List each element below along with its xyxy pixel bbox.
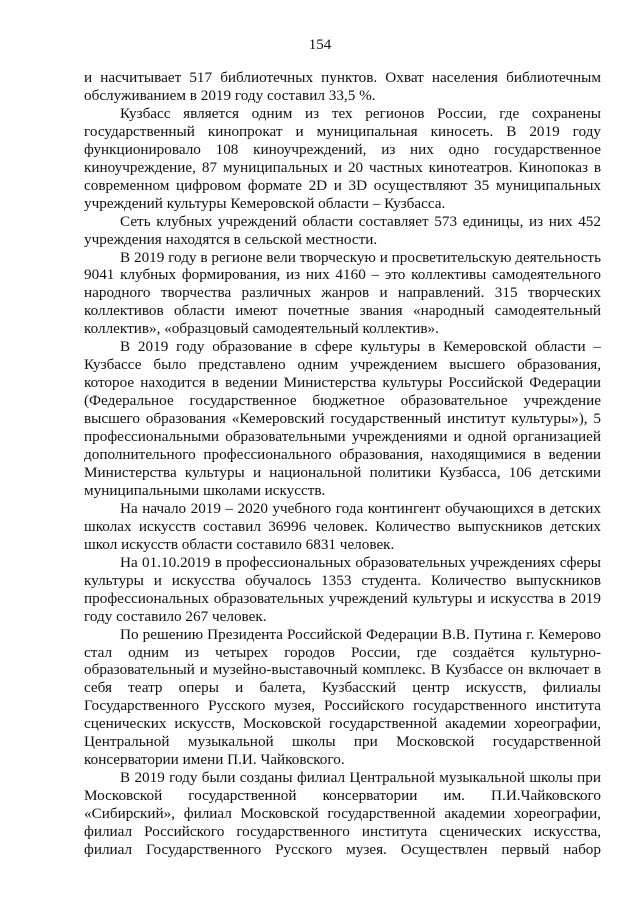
paragraph-club-network: Сеть клубных учреждений области составляет 573 единицы, из них 452 учреждения находятся в сельской местности. [84, 212, 601, 248]
paragraph-club-formations: В 2019 году в регионе вели творческую и просветительскую деятельность 9041 клубных формирования, из них 4160 – это коллективы самодеятельного народного творчества различных жанров и направлений. 315 творческих коллективов области имеют почетные звания «народный самодеятельный коллектив», «образцовый самодеятельный коллектив». [84, 248, 601, 338]
paragraph-cinema: Кузбасс является одним из тех регионов России, где сохранены государственный кинопрокат и муниципальная киносеть. В 2019 году функционировало 108 киноучреждений, из них одно государственное киноучреждение, 87 муниципальных и 20 частных кинотеатров. Кинопоказ в современном цифровом формате 2D и 3D осуществляют 35 муниципальных учреждений культуры Кемеровской области – Кузбасса. [84, 104, 601, 212]
document-body [84, 69, 601, 859]
paragraph-branches: В 2019 году были созданы филиал Центральной музыкальной школы при Московской государственной консерватории им. П.И.Чайковского «Сибирский», филиал Московской государственной академии хореографии, филиал Российского государственного института сценических искусства, филиал Государственного Русского музея. Осуществлен первый набор [84, 769, 601, 858]
paragraph-art-schools: На начало 2019 – 2020 учебного года контингент обучающихся в детских школах искусств составил 36996 человек. Количество выпускников детских школ искусств области составило 6831 человек. [84, 499, 601, 553]
paragraph-libraries-continued: и насчитывает 517 библиотечных пунктов. Охват населения библиотечным обслуживанием в 2019 году составил 33,5 %. [84, 69, 601, 104]
paragraph-professional-institutions: На 01.10.2019 в профессиональных образовательных учреждениях сферы культуры и искусства обучалось 1353 студента. Количество выпускников профессиональных образовательных учреждений культуры и искусства в 2019 году составило 267 человек. [84, 553, 601, 625]
page-number: 154 [308, 37, 332, 53]
paragraph-cultural-complex: По решению Президента Российской Федерации В.В. Путина г. Кемерово стал одним из четырех городов России, где создаётся культурно-образовательный и музейно-выставочный комплекс. В Кузбассе он включает в себя театр оперы и балета, Кузбасский центр искусств, филиалы Государственного Русского музея, Российского государственного института сценических искусств, Московской государственной академии хореографии, Центральной музыкальной школы при Московской государственной консерватории имени П.И. Чайковского. [84, 625, 601, 769]
paragraph-education: В 2019 году образование в сфере культуры в Кемеровской области – Кузбассе было представлено одним учреждением высшего образования, которое находится в ведении Министерства культуры Российской Федерации (Федеральное государственное бюджетное образовательное учреждение высшего образования «Кемеровский государственный институт культуры»), 5 профессиональными образовательными учреждениями и одной организацией дополнительного профессионального образования, находящимися в ведении Министерства культуры и национальной политики Кузбасса, 106 детскими муниципальными школами искусств. [84, 338, 601, 499]
